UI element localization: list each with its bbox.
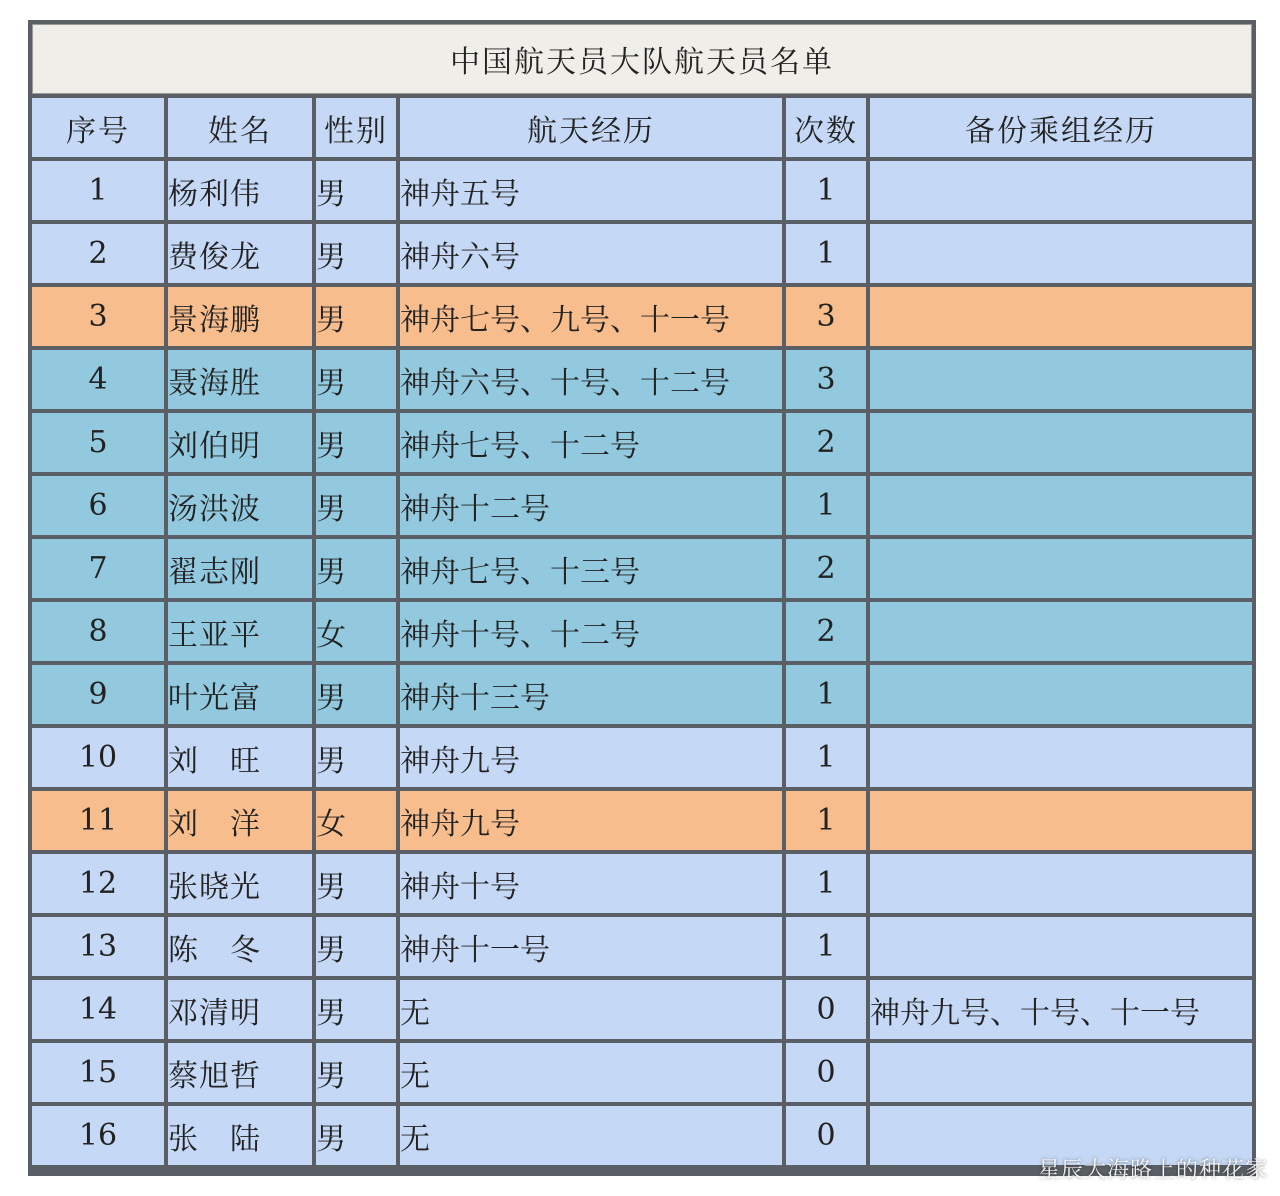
cell-count: 1	[786, 917, 870, 980]
cell-gender: 女	[316, 602, 400, 665]
cell-gender: 男	[316, 728, 400, 791]
cell-name: 汤洪波	[168, 476, 316, 539]
cell-name: 张晓光	[168, 854, 316, 917]
cell-backup	[870, 413, 1252, 476]
cell-no: 10	[32, 728, 168, 791]
cell-name: 刘 旺	[168, 728, 316, 791]
cell-experience: 神舟十号	[400, 854, 786, 917]
cell-gender: 男	[316, 161, 400, 224]
cell-gender: 男	[316, 1106, 400, 1169]
cell-experience: 无	[400, 1043, 786, 1106]
cell-experience: 神舟七号、十二号	[400, 413, 786, 476]
cell-count: 1	[786, 728, 870, 791]
cell-count: 2	[786, 602, 870, 665]
cell-backup	[870, 161, 1252, 224]
cell-no: 8	[32, 602, 168, 665]
cell-gender: 男	[316, 980, 400, 1043]
cell-no: 11	[32, 791, 168, 854]
cell-name: 聂海胜	[168, 350, 316, 413]
cell-experience: 无	[400, 1106, 786, 1169]
cell-no: 3	[32, 287, 168, 350]
cell-count: 1	[786, 854, 870, 917]
col-header-count: 次数	[786, 98, 870, 161]
col-header-backup: 备份乘组经历	[870, 98, 1252, 161]
cell-gender: 男	[316, 224, 400, 287]
table-body	[32, 161, 1252, 1169]
cell-count: 1	[786, 161, 870, 224]
cell-count: 0	[786, 1106, 870, 1169]
col-header-name: 姓名	[168, 98, 316, 161]
cell-no: 5	[32, 413, 168, 476]
cell-name: 翟志刚	[168, 539, 316, 602]
cell-backup	[870, 287, 1252, 350]
table-title: 中国航天员大队航天员名单	[32, 24, 1252, 94]
table-row	[32, 980, 1252, 1043]
cell-gender: 男	[316, 665, 400, 728]
cell-no: 12	[32, 854, 168, 917]
cell-experience: 神舟五号	[400, 161, 786, 224]
cell-count: 0	[786, 1043, 870, 1106]
cell-gender: 男	[316, 854, 400, 917]
cell-name: 杨利伟	[168, 161, 316, 224]
cell-no: 13	[32, 917, 168, 980]
cell-backup	[870, 476, 1252, 539]
cell-experience: 神舟七号、十三号	[400, 539, 786, 602]
cell-count: 2	[786, 413, 870, 476]
table-row	[32, 917, 1252, 980]
cell-gender: 男	[316, 413, 400, 476]
table-row	[32, 791, 1252, 854]
cell-no: 2	[32, 224, 168, 287]
cell-gender: 男	[316, 287, 400, 350]
cell-gender: 女	[316, 791, 400, 854]
col-header-experience: 航天经历	[400, 98, 786, 161]
cell-experience: 神舟十三号	[400, 665, 786, 728]
cell-count: 0	[786, 980, 870, 1043]
cell-count: 1	[786, 665, 870, 728]
cell-count: 3	[786, 350, 870, 413]
cell-no: 14	[32, 980, 168, 1043]
table-row	[32, 539, 1252, 602]
table-row	[32, 224, 1252, 287]
watermark: 星辰大海路上的种花家	[1037, 1158, 1268, 1183]
col-header-gender: 性别	[316, 98, 400, 161]
table-row	[32, 287, 1252, 350]
table-row	[32, 1043, 1252, 1106]
cell-count: 1	[786, 791, 870, 854]
table-row	[32, 161, 1252, 224]
cell-count: 2	[786, 539, 870, 602]
col-header-no: 序号	[32, 98, 168, 161]
table-row	[32, 728, 1252, 791]
table-row	[32, 854, 1252, 917]
cell-backup	[870, 350, 1252, 413]
cell-experience: 神舟七号、九号、十一号	[400, 287, 786, 350]
cell-name: 刘伯明	[168, 413, 316, 476]
cell-count: 1	[786, 224, 870, 287]
cell-gender: 男	[316, 1043, 400, 1106]
table-row	[32, 602, 1252, 665]
cell-count: 3	[786, 287, 870, 350]
cell-experience: 神舟十一号	[400, 917, 786, 980]
cell-gender: 男	[316, 539, 400, 602]
cell-no: 16	[32, 1106, 168, 1169]
header-row	[32, 98, 1252, 161]
cell-name: 邓清明	[168, 980, 316, 1043]
cell-experience: 神舟十二号	[400, 476, 786, 539]
cell-backup	[870, 224, 1252, 287]
cell-backup	[870, 854, 1252, 917]
cell-experience: 神舟十号、十二号	[400, 602, 786, 665]
table-row	[32, 476, 1252, 539]
cell-name: 景海鹏	[168, 287, 316, 350]
cell-gender: 男	[316, 917, 400, 980]
cell-no: 4	[32, 350, 168, 413]
cell-backup	[870, 539, 1252, 602]
cell-name: 张 陆	[168, 1106, 316, 1169]
cell-no: 9	[32, 665, 168, 728]
cell-experience: 神舟六号、十号、十二号	[400, 350, 786, 413]
cell-backup	[870, 791, 1252, 854]
cell-name: 王亚平	[168, 602, 316, 665]
cell-backup	[870, 728, 1252, 791]
cell-name: 刘 洋	[168, 791, 316, 854]
cell-gender: 男	[316, 476, 400, 539]
table-row	[32, 665, 1252, 728]
cell-experience: 神舟六号	[400, 224, 786, 287]
cell-no: 15	[32, 1043, 168, 1106]
table-row	[32, 350, 1252, 413]
cell-experience: 神舟九号	[400, 791, 786, 854]
cell-backup	[870, 665, 1252, 728]
cell-no: 7	[32, 539, 168, 602]
cell-gender: 男	[316, 350, 400, 413]
cell-no: 1	[32, 161, 168, 224]
cell-count: 1	[786, 476, 870, 539]
table-row	[32, 413, 1252, 476]
cell-name: 陈 冬	[168, 917, 316, 980]
cell-name: 蔡旭哲	[168, 1043, 316, 1106]
cell-experience: 神舟九号	[400, 728, 786, 791]
cell-no: 6	[32, 476, 168, 539]
cell-name: 叶光富	[168, 665, 316, 728]
cell-backup: 神舟九号、十号、十一号	[870, 980, 1252, 1043]
cell-backup	[870, 917, 1252, 980]
cell-backup	[870, 1043, 1252, 1106]
cell-experience: 无	[400, 980, 786, 1043]
cell-backup	[870, 602, 1252, 665]
cell-name: 费俊龙	[168, 224, 316, 287]
astronaut-table	[32, 98, 1252, 1169]
